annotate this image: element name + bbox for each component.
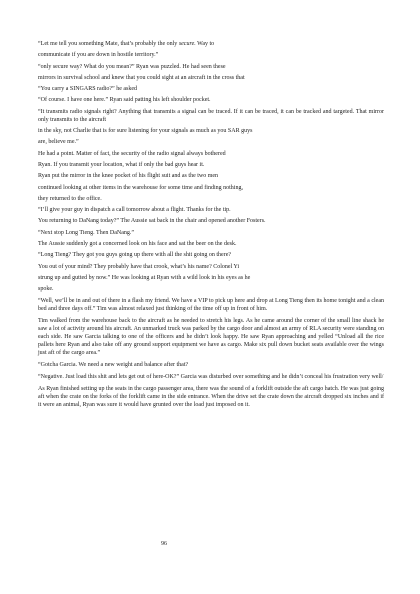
paragraph-23: “Well, we’ll be in and out of there in a flash my friend. We have a VIP to pick up here and drop at Long Tieng then its home tonight and a clean bed and three days off.” Tim was almost relaxed just thinking of the time off up in front of him. [38,298,384,313]
emphasis-secure: secure. [178,41,196,47]
paragraph-27: As Ryan finished setting up the seats in the cargo passenger area, there was the sound of a forklift outside the aft cargo hatch. He was just going aft when the crate on the forks of the forklift came in the side entrance. When the drive set the crate down the aircraft dropped six inches and if it were an animal, Ryan was sure it would have grunted over the load just imposed on it. [38,386,384,409]
paragraph-7: “It transmits radio signals right? Anything that transmits a signal can be traced. If it can be traced, it can be tracked and targeted. That mirror only transmits to the aircraft [38,108,384,123]
paragraph-5: “You carry a SINGARS radio?” he asked [38,86,138,93]
page-number-text: 96 [161,541,167,547]
paragraph-16: You returning to DaNang today?” The Aussie sat back in the chair and opened another Fosters. [38,218,266,225]
paragraph-4: mirrors in survival school and knew that you could sight at an aircraft in the cross that [38,74,245,81]
page-number [0,540,420,548]
paragraph-17: “Next stop Long Tieng. Then DaNang.” [38,229,135,236]
paragraph-19: “Long Tieng? They got you guys going up there with all the shit going on there? [38,252,232,259]
paragraph-21: strung up and gutted by now.” He was looking at Ryan with a wild look in his eyes as he [38,274,251,281]
paragraph-10: He had a point. Matter of fact, the security of the radio signal always bothered [38,150,226,157]
paragraph-8: in the sky, not Charlie that is for sure listening for your signals as much as you SAR guys [38,128,253,135]
paragraph-20: You out of your mind? They probably have that crook, what’s his name? Colonel Yi [38,263,240,270]
paragraph-14: they returned to the office. [38,195,102,202]
paragraph-15: “I’ll give your guy in dispatch a call tomorrow about a flight. Thanks for the tip. [38,207,231,214]
page-body-text [38,40,384,413]
paragraph-3: “only secure way? What do you mean?” Ryan was puzzled. He had seen these [38,63,226,70]
paragraph-24: Tim walked from the warehouse back to the aircraft as he needed to stretch his legs. As he came around the corner of the small line shack he saw a lot of activity around his aircraft. An unmarked truck was parked by the cargo door and almost an army of RLA security were standing on each side. He saw Garcia talking to one of the officers and he didn’t look happy. He saw Ryan approaching and yelled “Unload all the rice pallets here Ryan and also take off any ground support equipment we have as cargo. Make six pull down bucket seats available over the wings just aft of the cargo area.” [38,318,384,357]
paragraph-2: communicate if you are down in hostile territory.” [38,52,159,59]
paragraph-1: “Let me tell you something Mate, that’s probably the only secure. Way to [38,41,215,47]
paragraph-6: “Of course. I have one here.” Ryan said patting his left shoulder pocket. [38,97,211,104]
paragraph-26: “Negative. Just load this shit and lets get out of here-OK?” Garcia was disturbed over something and he didn’t conceal his frustration very well/ [38,374,384,381]
paragraph-11: Ryan. If you transmit your location, what if only the bad guys hear it. [38,161,205,168]
paragraph-12: Ryan put the mirror in the knee pocket of his flight suit and as the two men [38,173,219,180]
paragraph-13: continued looking at other items in the warehouse for some time and finding nothing, [38,184,243,191]
paragraph-22: spoke. [38,286,54,293]
paragraph-9: are, believe me.” [38,139,79,146]
paragraph-25: “Gotcha Garcia. We need a new weight and balance after that? [38,362,189,369]
paragraph-18: The Aussie suddenly got a concerned look on his face and sat the beer on the desk. [38,241,237,248]
